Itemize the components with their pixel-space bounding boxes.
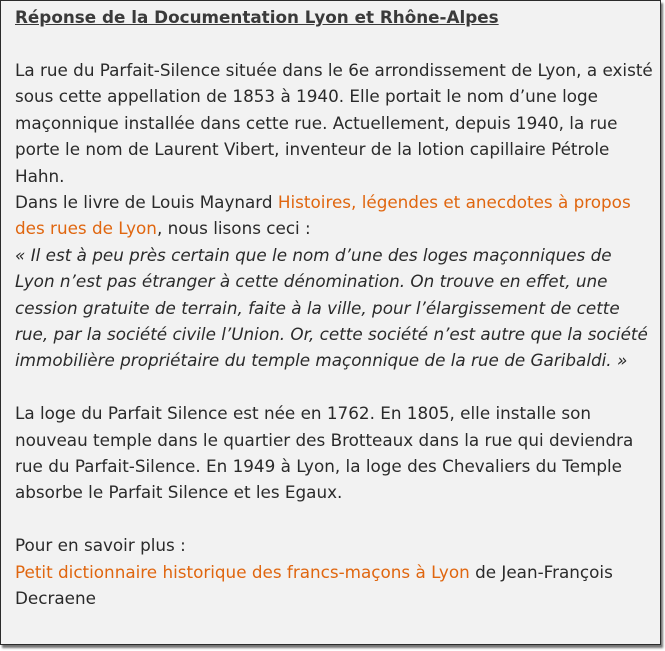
paragraph-lodge-history: La loge du Parfait Silence est née en 1762. En 1805, elle installe son nouveau temple dans le quartier des Brotteaux dans la rue qui deviendra rue du Parfait-Silence. En 1949 à Lyon, la loge des Chevaliers du Temple absorbe le Parfait Silence et les Egaux. [15,403,634,503]
book-link[interactable]: Histoires, légendes et anecdotes à propos des rues de Lyon [15,192,631,239]
dictionary-link[interactable]: Petit dictionnaire historique des francs-maçons à Lyon [15,561,470,582]
article-title: Réponse de la Documentation Lyon et Rhône-Alpes [15,7,499,27]
book-intro [15,189,655,242]
more-reference [15,559,655,612]
paragraph-street-history: La rue du Parfait-Silence située dans le 6e arrondissement de Lyon, a existé sous cette appellation de 1853 à 1940. Elle portait le nom d’une loge maçonnique installée dans cette rue. Actuellement, depuis 1940, la rue porte le nom de Laurent Vibert, inventeur de la lotion capillaire Pétrole Hahn. [15,60,653,186]
article-body [15,5,655,612]
spacer [15,506,655,532]
spacer [15,374,655,400]
book-intro-after: , nous lisons ceci : [156,218,311,239]
book-intro-before: Dans le livre de Louis Maynard [15,192,278,213]
more-label: Pour en savoir plus : [15,535,186,556]
quote-block: « Il est à peu près certain que le nom d’une des loges maçonniques de Lyon n’est pas étranger à cette dénomination. On trouve en effet, une cession gratuite de terrain, faite à la ville, pour l’élargissement de cette rue, par la société civile l’Union. Or, cette société n’est autre que la société immobilière propriétaire du temple maçonnique de la rue de Garibaldi. » [15,244,648,371]
dictionary-author: de Jean-François Decraene [15,561,613,609]
